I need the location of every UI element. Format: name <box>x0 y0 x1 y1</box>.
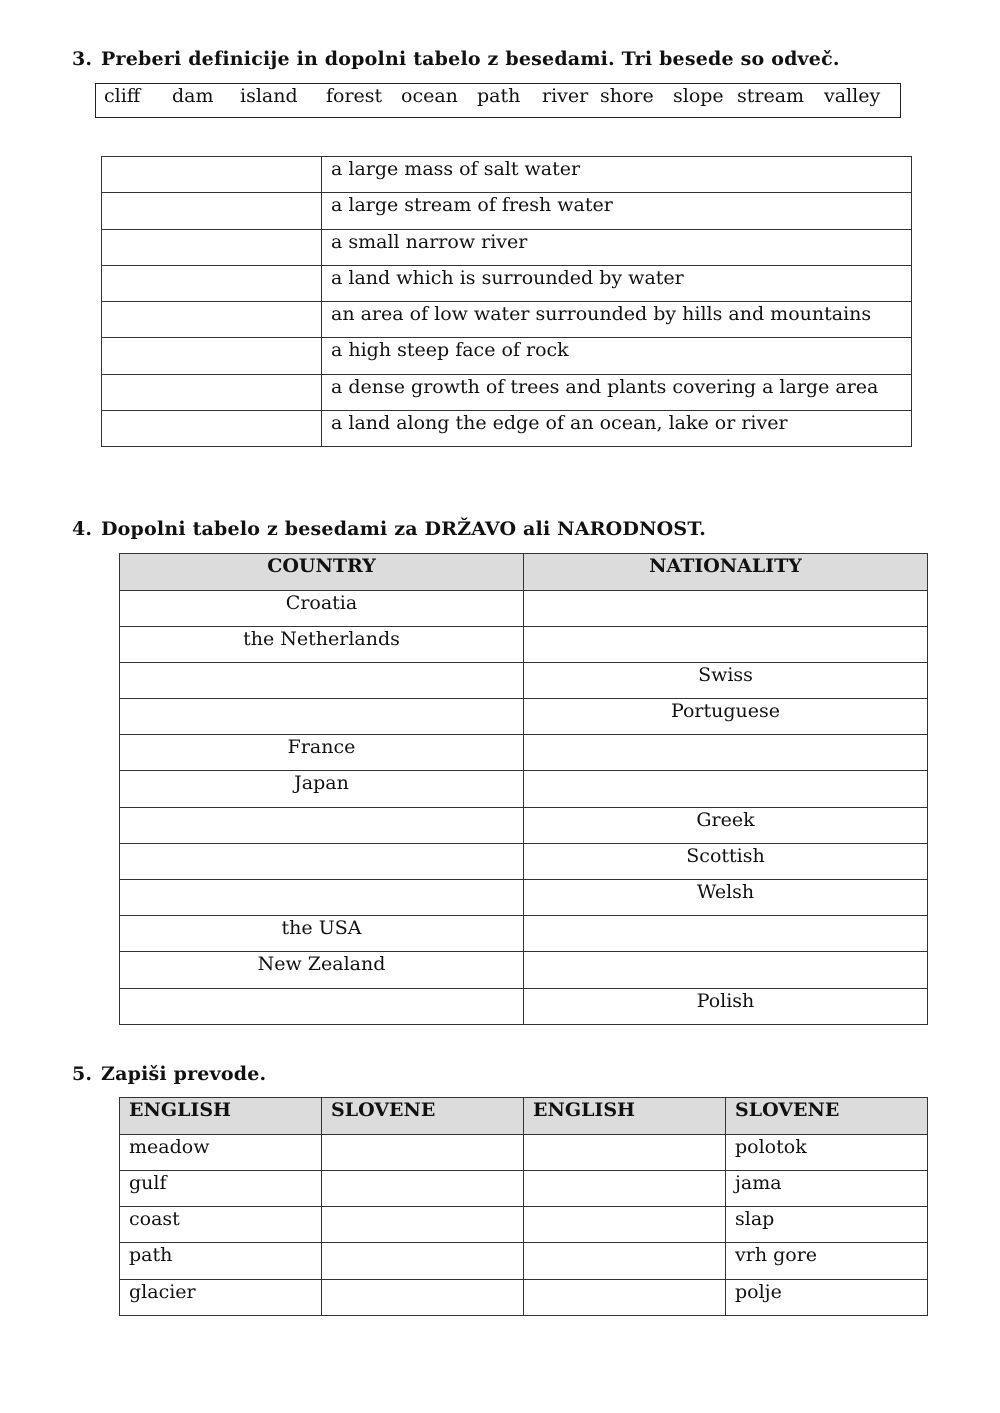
slovene-answer-cell[interactable] <box>322 1243 524 1279</box>
table-row <box>102 338 912 374</box>
table-row <box>120 1134 928 1170</box>
english-header: ENGLISH <box>120 1098 322 1135</box>
nationality-cell[interactable] <box>524 626 928 662</box>
slovene-cell: polje <box>726 1279 928 1315</box>
definition-cell: a small narrow river <box>322 229 912 265</box>
slovene-answer-cell[interactable] <box>322 1207 524 1243</box>
country-cell[interactable] <box>120 843 524 879</box>
slovene-header: SLOVENE <box>322 1098 524 1135</box>
english-answer-cell[interactable] <box>524 1134 726 1170</box>
nationality-cell[interactable] <box>524 735 928 771</box>
table-row <box>102 265 912 301</box>
slovene-answer-cell[interactable] <box>322 1134 524 1170</box>
word-bank-item: ocean <box>401 85 458 107</box>
answer-cell[interactable] <box>102 157 322 193</box>
english-answer-cell[interactable] <box>524 1279 726 1315</box>
table-row <box>120 662 928 698</box>
word-bank-item: cliff <box>104 85 141 107</box>
table-row <box>120 952 928 988</box>
nationality-header: NATIONALITY <box>524 554 928 591</box>
country-cell[interactable] <box>120 699 524 735</box>
definition-cell: a large mass of salt water <box>322 157 912 193</box>
definition-cell: a land which is surrounded by water <box>322 265 912 301</box>
country-cell[interactable] <box>120 880 524 916</box>
slovene-answer-cell[interactable] <box>322 1279 524 1315</box>
answer-cell[interactable] <box>102 265 322 301</box>
section4-heading <box>72 518 706 540</box>
word-bank-item: river <box>542 85 589 107</box>
section4-instruction: Dopolni tabelo z besedami za DRŽAVO ali NARODNOST. <box>101 518 707 540</box>
section5-heading <box>72 1063 266 1085</box>
slovene-cell: vrh gore <box>726 1243 928 1279</box>
country-cell[interactable] <box>120 988 524 1024</box>
country-header: COUNTRY <box>120 554 524 591</box>
nationality-cell[interactable] <box>524 916 928 952</box>
word-bank <box>95 83 901 118</box>
country-cell[interactable]: the Netherlands <box>120 626 524 662</box>
section3-heading <box>72 48 840 70</box>
country-cell[interactable]: Croatia <box>120 590 524 626</box>
table-row <box>120 626 928 662</box>
nationality-cell[interactable] <box>524 952 928 988</box>
definition-cell: a high steep face of rock <box>322 338 912 374</box>
table-row <box>120 880 928 916</box>
section4-number: 4. <box>72 518 93 540</box>
word-bank-item: valley <box>824 85 881 107</box>
answer-cell[interactable] <box>102 410 322 446</box>
slovene-cell: jama <box>726 1170 928 1206</box>
table-row <box>120 735 928 771</box>
nationality-cell[interactable]: Welsh <box>524 880 928 916</box>
word-bank-item: slope <box>673 85 724 107</box>
english-cell: glacier <box>120 1279 322 1315</box>
english-header: ENGLISH <box>524 1098 726 1135</box>
country-cell[interactable]: Japan <box>120 771 524 807</box>
table-row <box>120 1207 928 1243</box>
english-cell: path <box>120 1243 322 1279</box>
answer-cell[interactable] <box>102 374 322 410</box>
slovene-cell: polotok <box>726 1134 928 1170</box>
english-cell: gulf <box>120 1170 322 1206</box>
country-cell[interactable]: New Zealand <box>120 952 524 988</box>
nationality-cell[interactable]: Greek <box>524 807 928 843</box>
word-bank-item: island <box>240 85 298 107</box>
slovene-header: SLOVENE <box>726 1098 928 1135</box>
english-cell: coast <box>120 1207 322 1243</box>
table-row <box>102 302 912 338</box>
table-row <box>120 916 928 952</box>
nationality-cell[interactable] <box>524 771 928 807</box>
table-row <box>120 807 928 843</box>
table-row <box>102 157 912 193</box>
slovene-answer-cell[interactable] <box>322 1170 524 1206</box>
nationality-cell[interactable]: Polish <box>524 988 928 1024</box>
table-row <box>102 374 912 410</box>
country-cell[interactable]: France <box>120 735 524 771</box>
country-cell[interactable] <box>120 807 524 843</box>
section3-number: 3. <box>72 48 93 70</box>
table-row <box>120 1170 928 1206</box>
country-cell[interactable]: the USA <box>120 916 524 952</box>
nationality-cell[interactable]: Portuguese <box>524 699 928 735</box>
answer-cell[interactable] <box>102 229 322 265</box>
table-header-row <box>120 1098 928 1135</box>
section3-instruction: Preberi definicije in dopolni tabelo z besedami. Tri besede so odveč. <box>101 48 840 70</box>
slovene-cell: slap <box>726 1207 928 1243</box>
section5-instruction: Zapiši prevode. <box>101 1063 267 1085</box>
answer-cell[interactable] <box>102 302 322 338</box>
definition-cell: a dense growth of trees and plants covering a large area <box>322 374 912 410</box>
table-row <box>120 843 928 879</box>
table-row <box>120 590 928 626</box>
country-nationality-table <box>119 553 928 1025</box>
english-answer-cell[interactable] <box>524 1207 726 1243</box>
table-row <box>120 699 928 735</box>
definition-cell: an area of low water surrounded by hills and mountains <box>322 302 912 338</box>
table-row <box>120 1243 928 1279</box>
definitions-table <box>101 156 912 447</box>
english-answer-cell[interactable] <box>524 1243 726 1279</box>
table-row <box>120 771 928 807</box>
definition-cell: a land along the edge of an ocean, lake or river <box>322 410 912 446</box>
table-row <box>120 988 928 1024</box>
word-bank-item: dam <box>172 85 214 107</box>
table-row <box>102 229 912 265</box>
section5-number: 5. <box>72 1063 93 1085</box>
english-cell: meadow <box>120 1134 322 1170</box>
table-row <box>102 193 912 229</box>
english-answer-cell[interactable] <box>524 1170 726 1206</box>
definition-cell: a large stream of fresh water <box>322 193 912 229</box>
nationality-cell[interactable]: Scottish <box>524 843 928 879</box>
word-bank-item: path <box>477 85 521 107</box>
country-cell[interactable] <box>120 662 524 698</box>
translation-table <box>119 1097 928 1316</box>
nationality-cell[interactable]: Swiss <box>524 662 928 698</box>
word-bank-item: shore <box>600 85 654 107</box>
table-header-row <box>120 554 928 591</box>
answer-cell[interactable] <box>102 338 322 374</box>
table-row <box>120 1279 928 1315</box>
answer-cell[interactable] <box>102 193 322 229</box>
word-bank-item: stream <box>737 85 805 107</box>
word-bank-item: forest <box>326 85 383 107</box>
nationality-cell[interactable] <box>524 590 928 626</box>
table-row <box>102 410 912 446</box>
